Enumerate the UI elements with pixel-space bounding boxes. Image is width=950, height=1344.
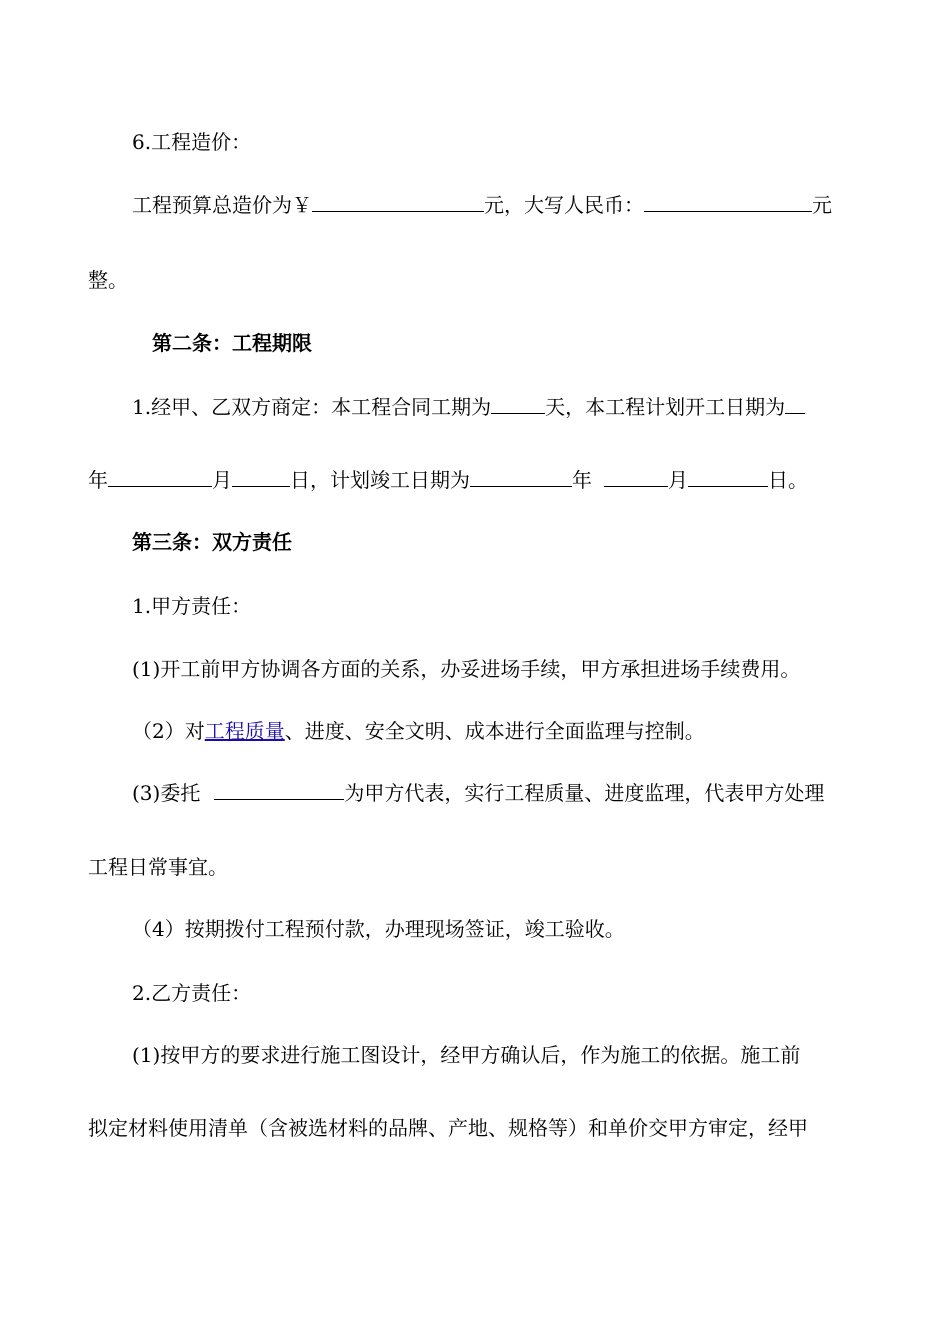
budget-mid: 元，大写人民币：: [484, 193, 644, 217]
article-3-heading-text: 第三条：双方责任: [132, 530, 292, 554]
start-year-blank-a: [785, 393, 805, 414]
period-text-b: 天，本工程计划开工日期为: [545, 395, 786, 419]
party-a-item-4: [132, 915, 625, 943]
article-2-heading: [152, 329, 312, 357]
party-a-item-3-prefix: (3)委托: [132, 781, 201, 805]
party-a-item-2-suffix: 、进度、安全文明、成本进行全面监理与控制。: [284, 719, 705, 743]
end-year-suffix: 年: [572, 468, 592, 492]
party-a-item-1-text: (1)开工前甲方协调各方面的关系，办妥进场手续，甲方承担进场手续费用。: [132, 657, 801, 681]
party-b-heading-text: 2.乙方责任：: [132, 981, 252, 1005]
party-a-item-3: [132, 779, 824, 807]
end-day-blank: [688, 466, 768, 487]
budget-line: [132, 191, 832, 219]
party-b-item-1-line-2: [88, 1114, 808, 1142]
start-month-blank: [108, 466, 212, 487]
party-a-item-3-continued: [88, 853, 228, 881]
start-day-blank: [232, 466, 290, 487]
party-a-heading: [132, 592, 251, 620]
party-a-item-2: [132, 717, 705, 745]
party-a-item-4-text: （4）按期拨付工程预付款，办理现场签证，竣工验收。: [132, 917, 625, 941]
period-line: [132, 393, 805, 421]
budget-end: 元: [812, 193, 832, 217]
start-month-suffix: 月: [212, 468, 232, 492]
duration-days-blank: [491, 393, 545, 414]
party-b-item-1-line-1: [132, 1041, 800, 1069]
representative-blank: [214, 779, 344, 800]
engineering-quality-link[interactable]: 工程质量: [204, 719, 285, 743]
period-text-a: 1.经甲、乙双方商定：本工程合同工期为: [132, 395, 492, 419]
party-a-item-3-suffix: 为甲方代表，实行工程质量、进度监理，代表甲方处理: [344, 781, 825, 805]
party-a-item-1: [132, 655, 800, 683]
article-2-heading-text: 第二条：工程期限: [152, 331, 312, 355]
section-6-heading-text: 6.工程造价：: [132, 130, 252, 154]
section-6-heading: [132, 128, 251, 156]
dates-line: [88, 466, 808, 494]
budget-tail: 整。: [88, 268, 128, 292]
party-a-item-3-cont-text: 工程日常事宜。: [88, 855, 228, 879]
budget-tail-line: [88, 266, 128, 294]
party-a-item-2-prefix: （2）对: [132, 719, 205, 743]
budget-uppercase-blank: [644, 191, 812, 212]
party-b-item-1-text-1: (1)按甲方的要求进行施工图设计，经甲方确认后，作为施工的依据。施工前: [132, 1043, 801, 1067]
article-3-heading: [132, 528, 292, 556]
party-a-heading-text: 1.甲方责任：: [132, 594, 252, 618]
end-month-blank: [604, 466, 668, 487]
budget-prefix: 工程预算总造价为￥: [132, 193, 312, 217]
end-month-suffix: 月: [668, 468, 688, 492]
end-day-suffix: 日。: [768, 468, 808, 492]
budget-amount-blank: [312, 191, 484, 212]
party-b-heading: [132, 979, 251, 1007]
planned-end-text: 日，计划竣工日期为: [290, 468, 470, 492]
start-year-suffix: 年: [88, 468, 108, 492]
end-year-blank: [470, 466, 572, 487]
party-b-item-1-text-2: 拟定材料使用清单（含被选材料的品牌、产地、规格等）和单价交甲方审定，经甲: [88, 1116, 808, 1140]
